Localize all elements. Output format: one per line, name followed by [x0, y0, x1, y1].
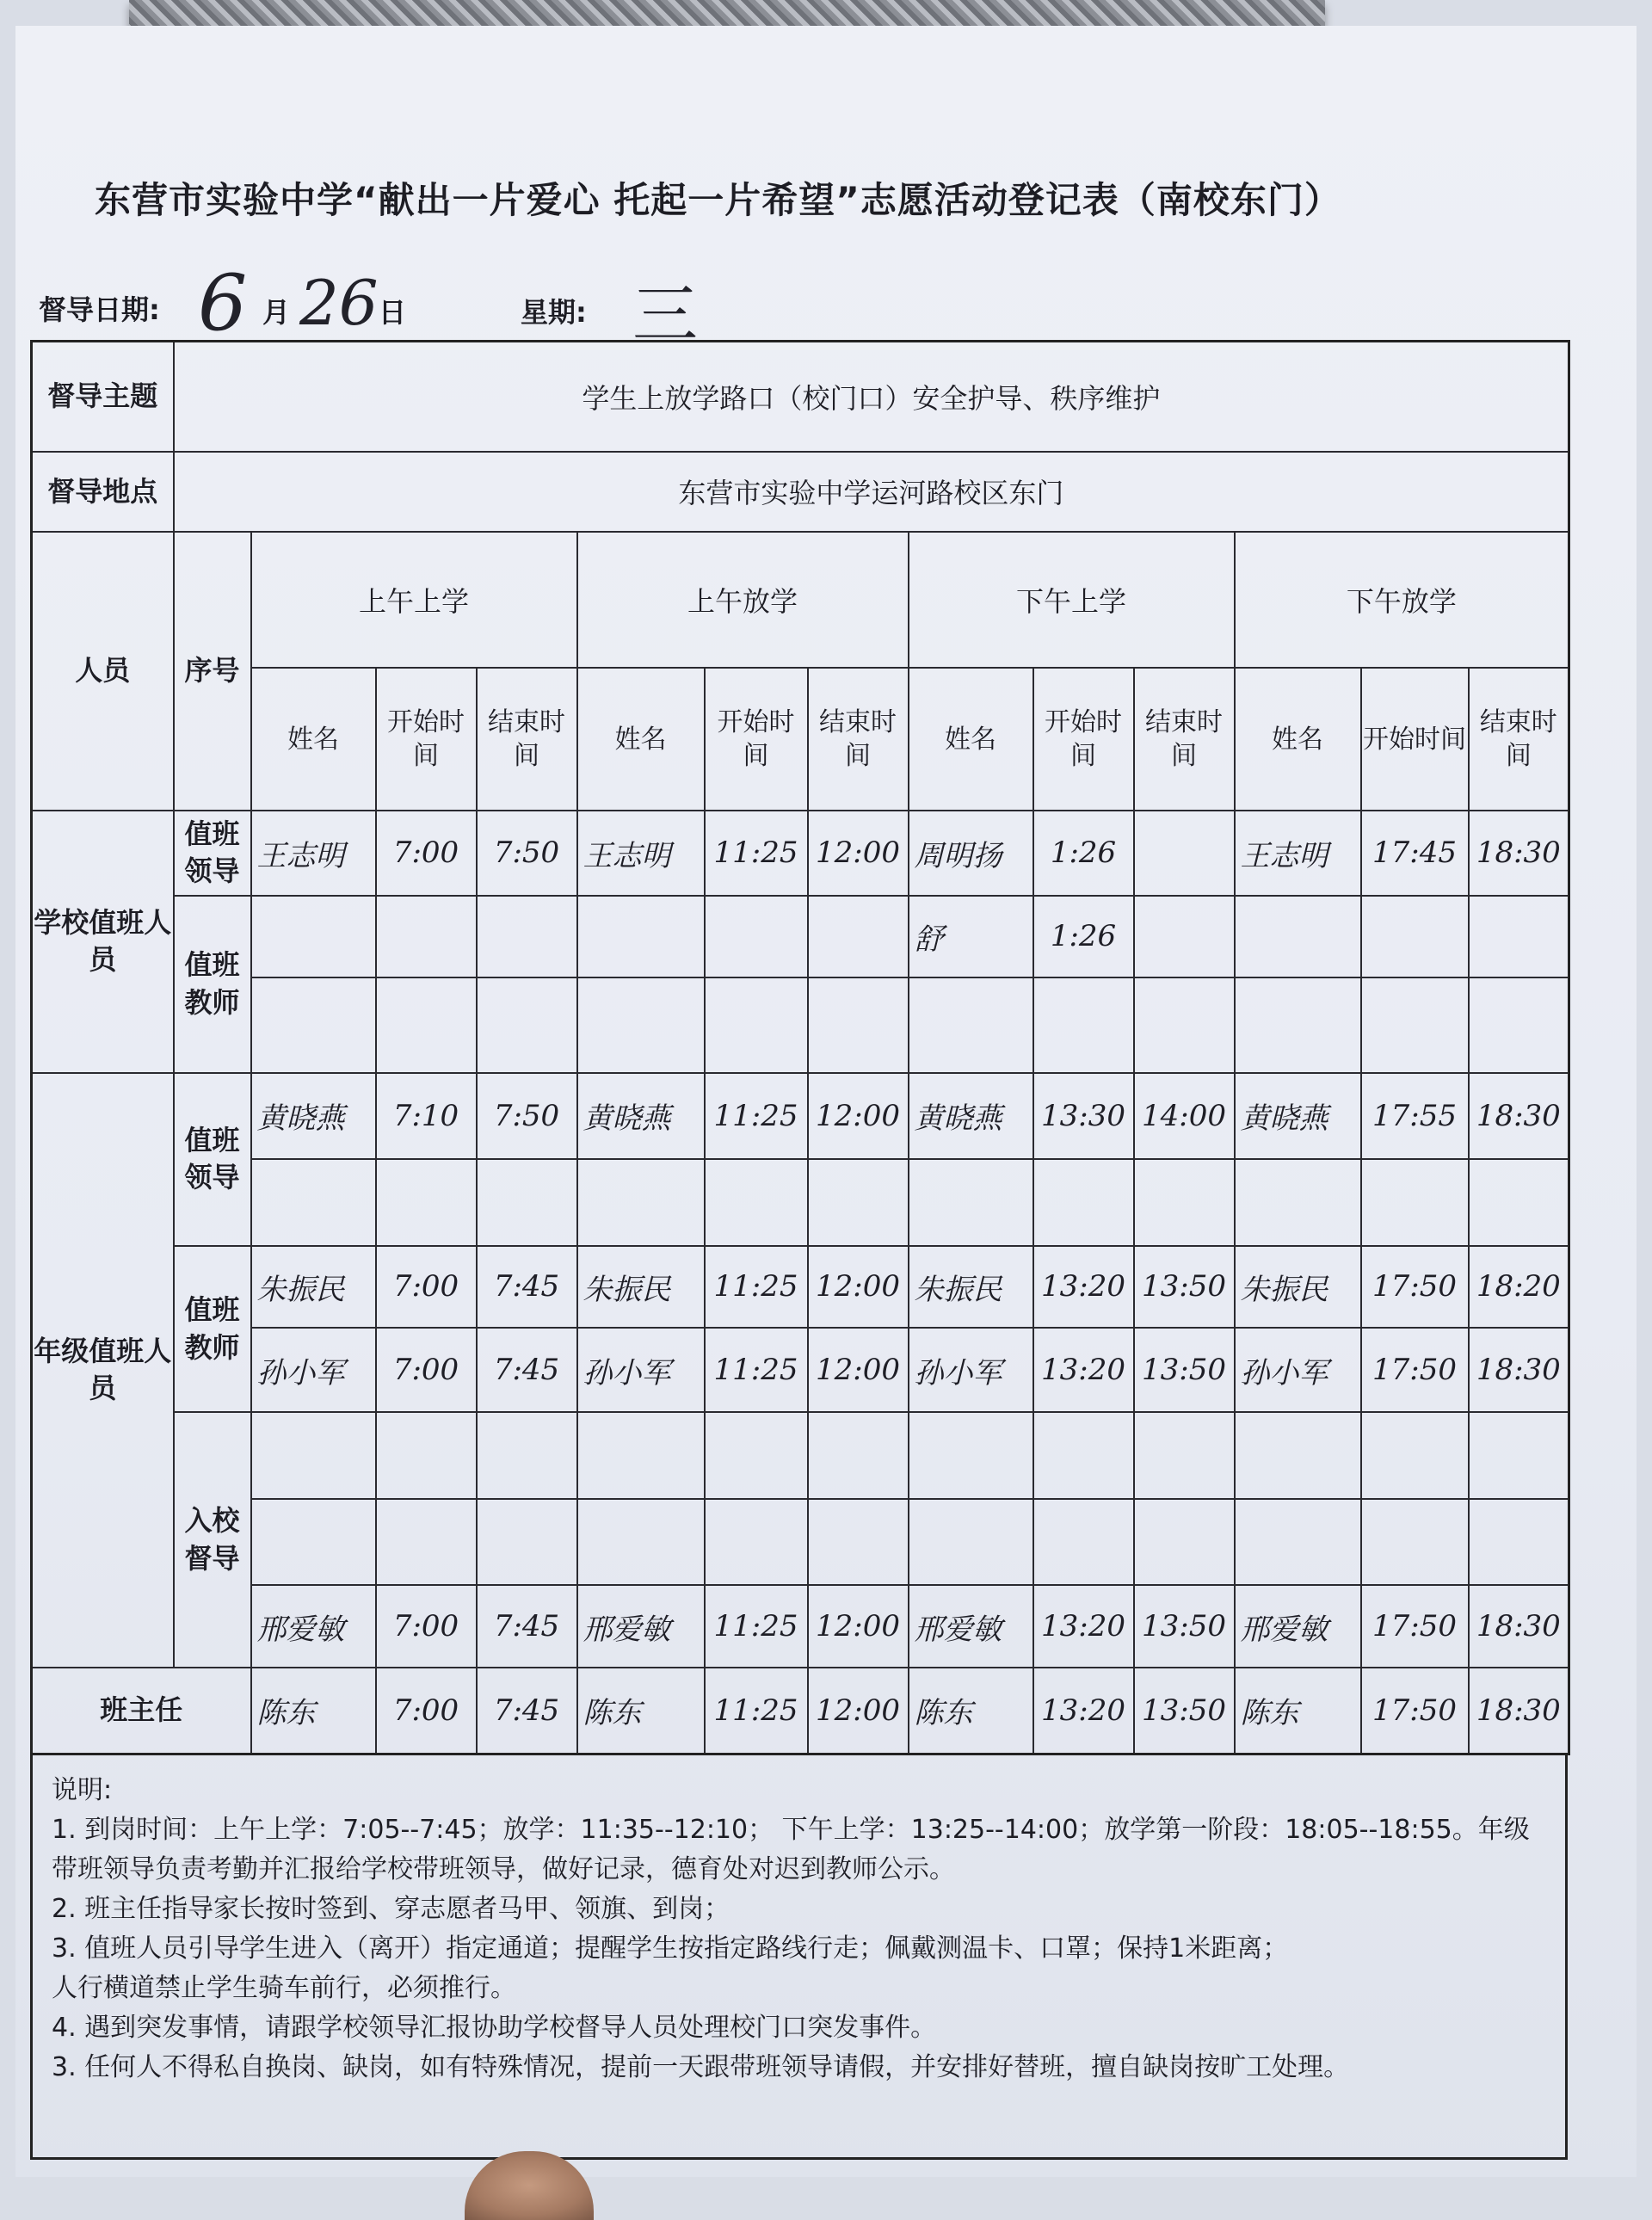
start-time-cell: 17:50 [1361, 1328, 1469, 1412]
signature-cell: 邢爱敏 [909, 1585, 1033, 1667]
end-time-cell [1469, 1159, 1569, 1245]
table-row [32, 1328, 1569, 1412]
start-time-cell [1033, 1159, 1134, 1245]
end-time-cell [1134, 1412, 1235, 1498]
start-time-cell: 1:26 [1033, 896, 1134, 977]
signature-cell: 黄晓燕 [577, 1073, 705, 1159]
start-time-cell: 13:20 [1033, 1585, 1134, 1667]
location-value: 东营市实验中学运河路校区东门 [174, 452, 1569, 531]
duty-leader-label: 值班领导 [174, 1073, 251, 1246]
signature-cell: 舒 [909, 896, 1033, 977]
start-time-cell [705, 1499, 808, 1585]
location-label: 督导地点 [32, 452, 174, 531]
note-line: 3. 任何人不得私自换岗、缺岗，如有特殊情况，提前一天跟带班领导请假，并安排好替班，擅自缺岗按旷工处理。 [52, 2052, 1350, 2082]
signature-cell [251, 1499, 376, 1585]
signature-cell: 朱振民 [909, 1246, 1033, 1328]
start-time-cell [1361, 1159, 1469, 1245]
period-header: 上午上学 [251, 532, 577, 669]
end-time-cell [477, 1499, 577, 1585]
start-time-cell [1361, 896, 1469, 977]
signature-cell [251, 977, 376, 1073]
start-time-cell: 7:00 [376, 811, 477, 895]
signature-cell: 孙小军 [577, 1328, 705, 1412]
start-time-cell [376, 896, 477, 977]
start-time-cell: 17:50 [1361, 1246, 1469, 1328]
theme-value: 学生上放学路口（校门口）安全护导、秩序维护 [174, 342, 1569, 453]
end-time-cell [808, 1159, 909, 1245]
registration-table [30, 340, 1570, 1755]
note-line: 2. 班主任指导家长按时签到、穿志愿者马甲、领旗、到岗； [52, 1894, 730, 1924]
start-time-cell: 7:10 [376, 1073, 477, 1159]
signature-cell: 邢爱敏 [1235, 1585, 1361, 1667]
start-time-cell: 11:25 [705, 1246, 808, 1328]
table-row [32, 1499, 1569, 1585]
signature-cell: 朱振民 [577, 1246, 705, 1328]
start-time-cell: 11:25 [705, 811, 808, 895]
end-time-cell [808, 896, 909, 977]
signature-cell [1235, 977, 1361, 1073]
end-time-cell: 18:30 [1469, 1073, 1569, 1159]
date-label: 督导日期: [39, 293, 160, 326]
signature-cell [909, 1412, 1033, 1498]
end-time-cell: 18:30 [1469, 1328, 1569, 1412]
end-time-cell [808, 977, 909, 1073]
duty-teacher-label: 值班教师 [174, 1246, 251, 1413]
start-time-cell [705, 1159, 808, 1245]
start-time-cell: 17:50 [1361, 1585, 1469, 1667]
table-row [32, 811, 1569, 895]
start-time-cell: 13:20 [1033, 1668, 1134, 1754]
start-time-cell: 17:55 [1361, 1073, 1469, 1159]
start-time-cell: 7:00 [376, 1585, 477, 1667]
end-time-cell: 13:50 [1134, 1585, 1235, 1667]
signature-cell [251, 1412, 376, 1498]
name-header: 姓名 [1235, 668, 1361, 811]
start-time-cell [1033, 977, 1134, 1073]
end-time-cell [477, 1412, 577, 1498]
start-time-cell [376, 1499, 477, 1585]
notes-section [30, 1755, 1568, 2160]
signature-cell: 黄晓燕 [1235, 1073, 1361, 1159]
start-time-cell [1361, 1499, 1469, 1585]
note-line: 人行横道禁止学生骑车前行，必须推行。 [52, 1973, 516, 2003]
period-header: 上午放学 [577, 532, 909, 669]
signature-cell: 邢爱敏 [251, 1585, 376, 1667]
form-title: 东营市实验中学“献出一片爱心 托起一片希望”志愿活动登记表（南校东门） [95, 179, 1341, 221]
table-row [32, 1159, 1569, 1245]
start-time-cell [376, 977, 477, 1073]
grade-duty-label: 年级值班人员 [32, 1073, 174, 1668]
end-time-cell: 12:00 [808, 1073, 909, 1159]
start-time-cell: 7:00 [376, 1668, 477, 1754]
end-time-cell: 7:45 [477, 1328, 577, 1412]
table-row [32, 1585, 1569, 1667]
start-time-cell [376, 1159, 477, 1245]
name-header: 姓名 [251, 668, 376, 811]
end-time-cell: 18:30 [1469, 1585, 1569, 1667]
signature-cell: 陈东 [577, 1668, 705, 1754]
start-time-cell: 13:30 [1033, 1073, 1134, 1159]
end-time-cell: 12:00 [808, 1668, 909, 1754]
signature-cell [577, 977, 705, 1073]
end-time-cell: 18:30 [1469, 1668, 1569, 1754]
signature-cell [577, 896, 705, 977]
signature-cell [909, 1159, 1033, 1245]
signature-cell: 周明扬 [909, 811, 1033, 895]
signature-cell: 陈东 [909, 1668, 1033, 1754]
start-header: 开始时间 [1033, 668, 1134, 811]
signature-cell: 陈东 [1235, 1668, 1361, 1754]
signature-cell [909, 977, 1033, 1073]
signature-cell: 孙小军 [1235, 1328, 1361, 1412]
end-time-cell: 12:00 [808, 811, 909, 895]
signature-cell: 孙小军 [251, 1328, 376, 1412]
end-time-cell: 13:50 [1134, 1668, 1235, 1754]
signature-cell: 王志明 [1235, 811, 1361, 895]
end-time-cell: 13:50 [1134, 1246, 1235, 1328]
period-header: 下午放学 [1235, 532, 1569, 669]
end-time-cell [477, 896, 577, 977]
end-time-cell [808, 1499, 909, 1585]
start-header: 开始时间 [376, 668, 477, 811]
table-row [32, 1412, 1569, 1498]
end-time-cell: 12:00 [808, 1246, 909, 1328]
signature-cell [251, 1159, 376, 1245]
start-time-cell [1361, 977, 1469, 1073]
weekday-label: 星期: [521, 296, 587, 329]
end-time-cell: 7:45 [477, 1668, 577, 1754]
signature-cell: 王志明 [251, 811, 376, 895]
day-suffix: 日 [379, 296, 407, 329]
end-header: 结束时间 [1134, 668, 1235, 811]
school-duty-label: 学校值班人员 [32, 811, 174, 1072]
start-time-cell: 7:00 [376, 1328, 477, 1412]
start-time-cell: 17:50 [1361, 1668, 1469, 1754]
start-time-cell [705, 977, 808, 1073]
start-time-cell: 13:20 [1033, 1328, 1134, 1412]
end-header: 结束时间 [1469, 668, 1569, 811]
period-header: 下午上学 [909, 532, 1235, 669]
end-time-cell [1134, 811, 1235, 895]
end-time-cell [1469, 896, 1569, 977]
end-time-cell [1469, 1412, 1569, 1498]
entry-supervision-label: 入校督导 [174, 1412, 251, 1667]
start-time-cell: 13:20 [1033, 1246, 1134, 1328]
end-time-cell: 18:30 [1469, 811, 1569, 895]
end-time-cell: 18:20 [1469, 1246, 1569, 1328]
start-time-cell: 7:00 [376, 1246, 477, 1328]
end-time-cell [808, 1412, 909, 1498]
end-time-cell: 7:50 [477, 1073, 577, 1159]
end-time-cell [477, 1159, 577, 1245]
end-time-cell [1469, 1499, 1569, 1585]
start-time-cell: 11:25 [705, 1328, 808, 1412]
duty-teacher-label: 值班教师 [174, 896, 251, 1073]
end-time-cell: 12:00 [808, 1328, 909, 1412]
name-header: 姓名 [909, 668, 1033, 811]
table-row [32, 1073, 1569, 1159]
start-time-cell: 1:26 [1033, 811, 1134, 895]
note-line: 4. 遇到突发事情，请跟学校领导汇报协助学校督导人员处理校门口突发事件。 [52, 2013, 937, 2043]
start-header: 开始时间 [705, 668, 808, 811]
note-line: 说明: [52, 1775, 113, 1805]
end-header: 结束时间 [808, 668, 909, 811]
start-time-cell [1033, 1499, 1134, 1585]
table-row [32, 1246, 1569, 1328]
date-month: 6 [198, 258, 248, 348]
signature-cell [577, 1499, 705, 1585]
end-time-cell [1469, 977, 1569, 1073]
note-line: 1. 到岗时间：上午上学：7:05--7:45；放学：11:35--12:10； 下午上学：13:25--14:00；放学第一阶段：18:05--18:55。年级带班领导负责考勤并汇报给学校带班领导，做好记录，德育处对迟到教师公示。 [52, 1815, 1530, 1884]
start-time-cell [376, 1412, 477, 1498]
signature-cell [251, 896, 376, 977]
start-time-cell: 11:25 [705, 1668, 808, 1754]
signature-cell: 朱振民 [1235, 1246, 1361, 1328]
signature-cell: 王志明 [577, 811, 705, 895]
signature-cell [577, 1159, 705, 1245]
end-time-cell: 7:45 [477, 1585, 577, 1667]
name-header: 姓名 [577, 668, 705, 811]
end-time-cell [1134, 896, 1235, 977]
signature-cell [909, 1499, 1033, 1585]
start-time-cell: 11:25 [705, 1585, 808, 1667]
signature-cell [577, 1412, 705, 1498]
end-time-cell: 13:50 [1134, 1328, 1235, 1412]
table-row [32, 977, 1569, 1073]
weekday-value: 三 [632, 276, 698, 353]
end-time-cell: 14:00 [1134, 1073, 1235, 1159]
date-day: 26 [299, 267, 379, 339]
signature-cell [1235, 1412, 1361, 1498]
end-time-cell: 7:50 [477, 811, 577, 895]
end-time-cell: 7:45 [477, 1246, 577, 1328]
end-time-cell [1134, 977, 1235, 1073]
table-row [32, 896, 1569, 977]
signature-cell [1235, 1499, 1361, 1585]
signature-cell: 邢爱敏 [577, 1585, 705, 1667]
signature-cell: 孙小军 [909, 1328, 1033, 1412]
start-time-cell: 17:45 [1361, 811, 1469, 895]
start-time-cell [1033, 1412, 1134, 1498]
start-time-cell: 11:25 [705, 1073, 808, 1159]
start-time-cell [705, 1412, 808, 1498]
theme-label: 督导主题 [32, 342, 174, 453]
end-header: 结束时间 [477, 668, 577, 811]
signature-cell: 陈东 [251, 1668, 376, 1754]
end-time-cell [1134, 1159, 1235, 1245]
note-line: 3. 值班人员引导学生进入（离开）指定通道；提醒学生按指定路线行走；佩戴测温卡、口罩；保持1米距离； [52, 1933, 1289, 1964]
signature-cell [1235, 1159, 1361, 1245]
duty-leader-label: 值班领导 [174, 811, 251, 895]
start-time-cell [1361, 1412, 1469, 1498]
signature-cell: 朱振民 [251, 1246, 376, 1328]
seq-header: 序号 [174, 532, 251, 811]
start-header: 开始时间 [1361, 668, 1469, 811]
end-time-cell [1134, 1499, 1235, 1585]
start-time-cell [705, 896, 808, 977]
month-suffix: 月 [262, 296, 291, 329]
end-time-cell [477, 977, 577, 1073]
personnel-header: 人员 [32, 532, 174, 811]
signature-cell: 黄晓燕 [909, 1073, 1033, 1159]
head-teacher-label: 班主任 [32, 1668, 251, 1754]
signature-cell [1235, 896, 1361, 977]
end-time-cell: 12:00 [808, 1585, 909, 1667]
table-row [32, 1668, 1569, 1754]
signature-cell: 黄晓燕 [251, 1073, 376, 1159]
